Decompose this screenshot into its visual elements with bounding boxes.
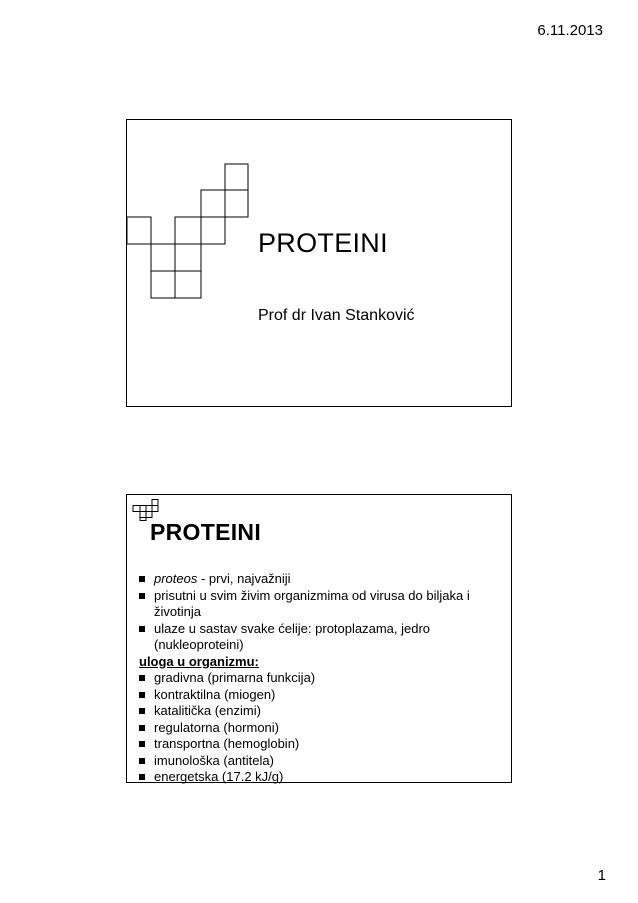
bullet-list (139, 571, 499, 786)
slide-2 (126, 494, 512, 783)
bullet-icon (139, 692, 145, 698)
bullet-icon (139, 758, 145, 764)
bullet-icon (139, 741, 145, 747)
bullet-icon (139, 593, 145, 599)
role-text: regulatorna (hormoni) (154, 719, 280, 735)
role-text: kontraktilna (miogen) (154, 686, 276, 702)
slide-2-title: PROTEINI (150, 519, 262, 545)
bullet-icon (139, 774, 145, 780)
role-text: transportna (hemoglobin) (154, 736, 300, 751)
role-text: imunološka (antitela) (154, 752, 274, 768)
list-item (139, 571, 499, 588)
page-number: 1 (597, 867, 606, 884)
role-heading: uloga u organizmu: (139, 653, 259, 669)
print-date: 6.11.2013 (537, 22, 603, 39)
list-item (139, 736, 499, 753)
list-item-text: prisutni u svim živim organizmima od virusa do biljaka i životinja (154, 587, 470, 619)
list-item (139, 588, 499, 621)
list-item (139, 753, 499, 770)
bullet-icon (139, 725, 145, 731)
bullet-icon (139, 675, 145, 681)
bullet-icon (139, 576, 145, 582)
slide-1 (126, 119, 512, 407)
list-item-text: ulaze u sastav svake ćelije: protoplazama, jedro (nukleoproteini) (154, 620, 431, 652)
list-item (139, 703, 499, 720)
slide-1-author: Prof dr Ivan Stanković (258, 307, 415, 324)
role-text: energetska (17.2 kJ/g) (154, 769, 284, 784)
bullet-icon (139, 626, 145, 632)
role-text: katalitička (enzimi) (154, 703, 261, 718)
slide-1-title: PROTEINI (258, 228, 388, 258)
bullet-icon (139, 708, 145, 714)
list-item (139, 621, 499, 654)
list-item (139, 720, 499, 737)
mini-grid-decoration (132, 499, 160, 521)
list-item (139, 670, 499, 687)
role-text: gradivna (primarna funkcija) (154, 670, 316, 685)
list-item (139, 769, 499, 786)
term-description: - prvi, najvažniji (197, 571, 291, 586)
grid-squares-decoration (127, 120, 513, 408)
list-item (139, 687, 499, 704)
term-proteos: proteos (154, 571, 198, 586)
